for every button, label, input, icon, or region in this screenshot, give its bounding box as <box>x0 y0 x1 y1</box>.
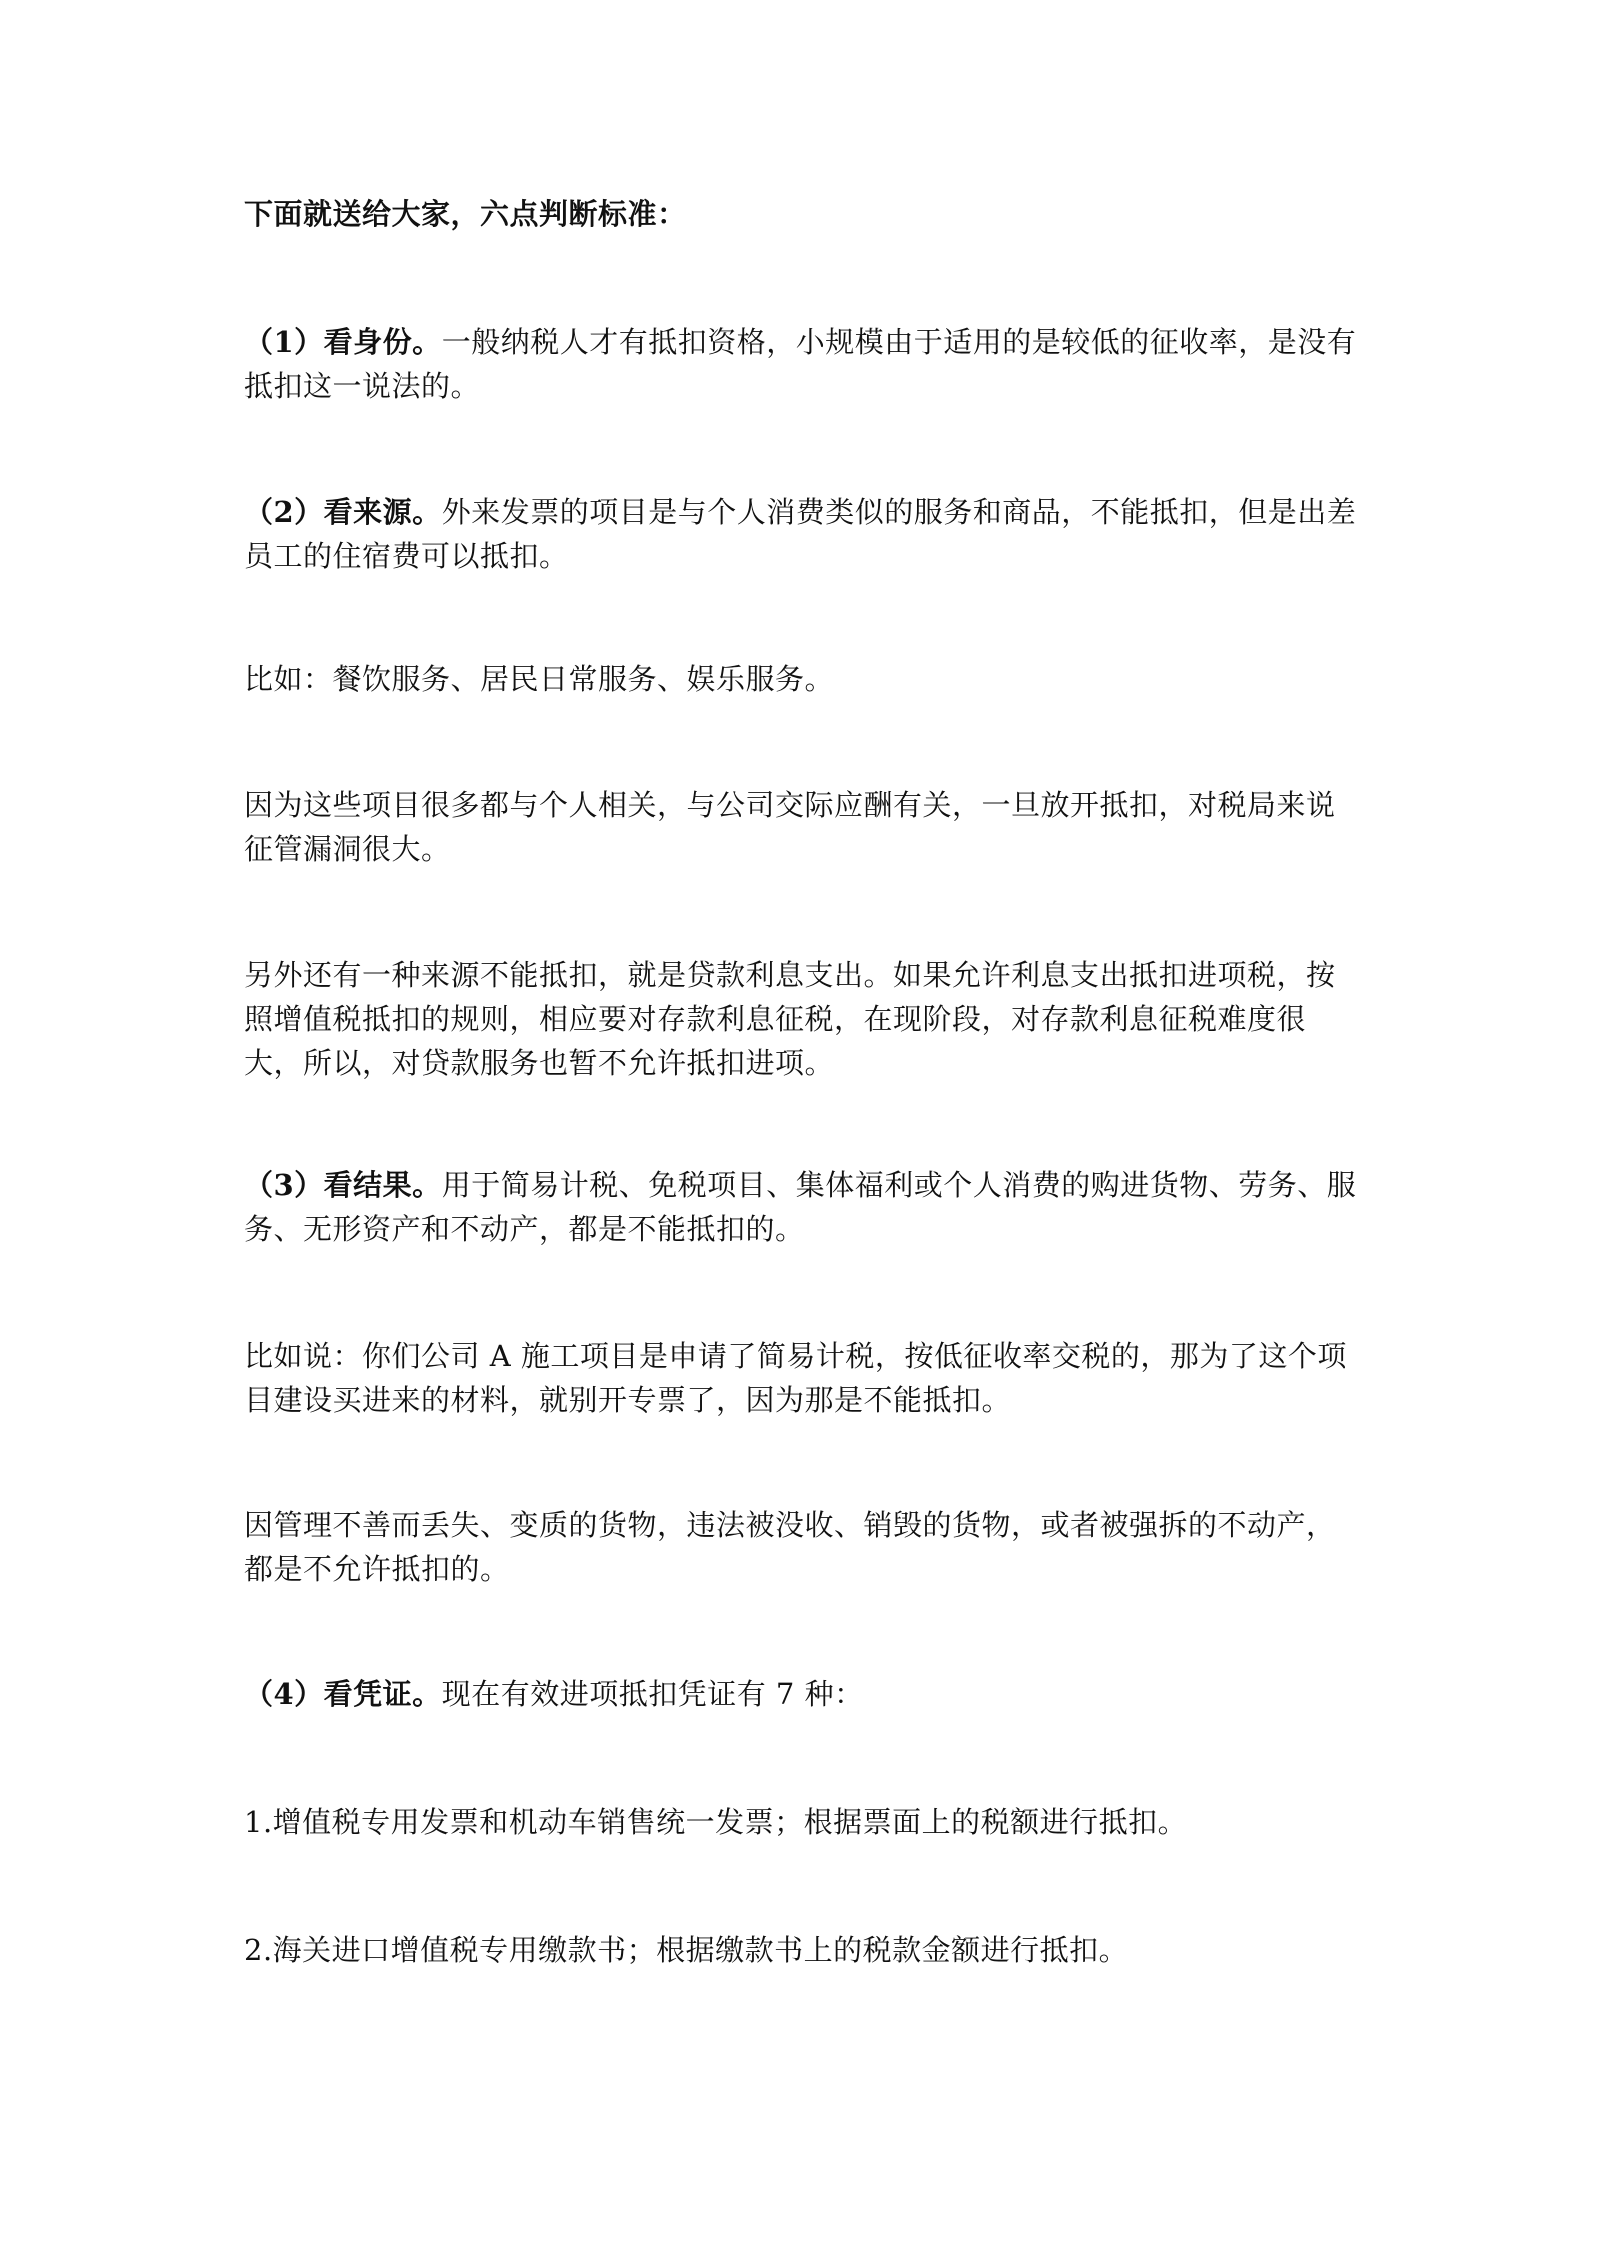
paragraph-identity <box>244 320 1364 408</box>
paragraph-source <box>244 490 1364 578</box>
list-item-voucher-1 <box>244 1800 1364 1844</box>
intro-heading: 下面就送给大家，六点判断标准： <box>244 197 687 231</box>
paragraph-text: 现在有效进项抵扣凭证有 7 种： <box>441 1677 864 1711</box>
paragraph-result <box>244 1163 1364 1251</box>
paragraph-loan-interest <box>244 953 1364 1085</box>
paragraph-text: 另外还有一种来源不能抵扣，就是贷款利息支出。如果允许利息支出抵扣进项税，按照增值税抵扣的规则，相应要对存款利息征税，在现阶段，对存款利息征税难度很大，所以，对贷款服务也暂不允许抵扣进项。 <box>244 958 1336 1080</box>
paragraph-text: 2.海关进口增值税专用缴款书；根据缴款书上的税款金额进行抵扣。 <box>244 1933 1129 1967</box>
paragraph-text: 比如说：你们公司 A 施工项目是申请了简易计税，按低征收率交税的，那为了这个项目建设买进来的材料，就别开专票了，因为那是不能抵扣。 <box>244 1339 1347 1417</box>
paragraph-text: 一般纳税人才有抵扣资格，小规模由于适用的是较低的征收率，是没有抵扣这一说法的。 <box>244 325 1357 403</box>
paragraph-text: 因为这些项目很多都与个人相关，与公司交际应酬有关，一旦放开抵扣，对税局来说征管漏洞很大。 <box>244 788 1336 866</box>
list-item-voucher-2 <box>244 1928 1364 1972</box>
paragraph-example-services <box>244 657 1364 701</box>
paragraph-text: 用于简易计税、免税项目、集体福利或个人消费的购进货物、劳务、服务、无形资产和不动产，都是不能抵扣的。 <box>244 1168 1357 1246</box>
paragraph-text: 因管理不善而丢失、变质的货物，违法被没收、销毁的货物，或者被强拆的不动产，都是不允许抵扣的。 <box>244 1508 1336 1586</box>
paragraph-example-project <box>244 1334 1364 1422</box>
paragraph-lost-goods <box>244 1503 1364 1591</box>
paragraph-text: 比如：餐饮服务、居民日常服务、娱乐服务。 <box>244 662 835 696</box>
paragraph-reason <box>244 783 1364 871</box>
paragraph-text: 1.增值税专用发票和机动车销售统一发票；根据票面上的税额进行抵扣。 <box>244 1805 1188 1839</box>
paragraph-lead: （1）看身份。 <box>244 325 442 359</box>
paragraph-lead: （4）看凭证。 <box>244 1677 442 1711</box>
paragraph-lead: （2）看来源。 <box>244 495 442 529</box>
paragraph-voucher <box>244 1672 1364 1716</box>
paragraph-lead: （3）看结果。 <box>244 1168 442 1202</box>
paragraph-text: 外来发票的项目是与个人消费类似的服务和商品，不能抵扣，但是出差员工的住宿费可以抵扣。 <box>244 495 1357 573</box>
